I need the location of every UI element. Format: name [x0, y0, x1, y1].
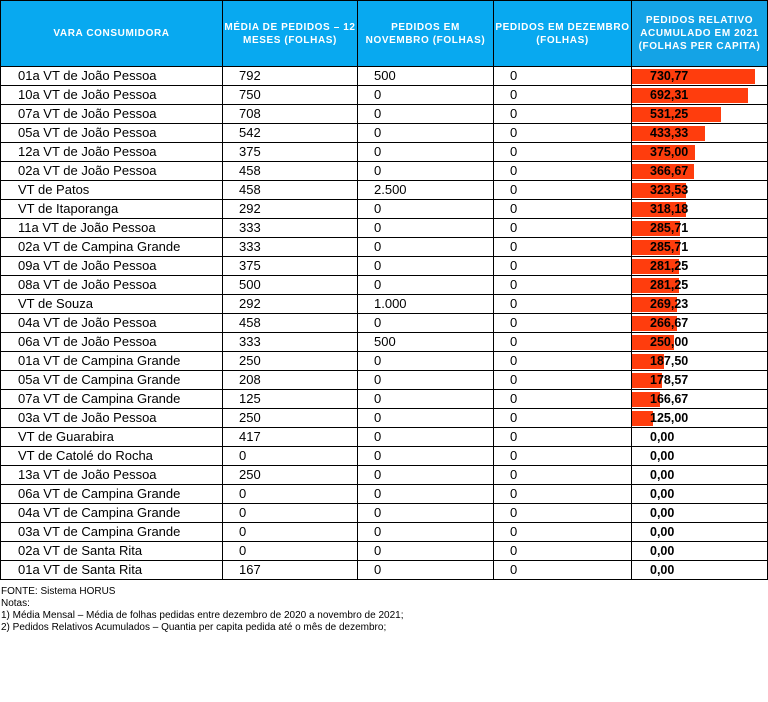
table-row — [1, 314, 768, 333]
cell-novembro: 0 — [358, 257, 494, 276]
cell-relativo — [632, 447, 768, 466]
cell-relativo — [632, 314, 768, 333]
cell-dezembro: 0 — [494, 219, 632, 238]
table-row — [1, 447, 768, 466]
table-row — [1, 371, 768, 390]
cell-media: 792 — [223, 67, 358, 86]
cell-media: 750 — [223, 86, 358, 105]
source-note: FONTE: Sistema HORUS — [1, 586, 116, 597]
cell-novembro: 0 — [358, 276, 494, 295]
cell-media: 458 — [223, 162, 358, 181]
cell-relativo — [632, 257, 768, 276]
note-1: 1) Média Mensal – Média de folhas pedidas entre dezembro de 2020 a novembro de 2021; — [1, 610, 404, 621]
relativo-value: 0,00 — [650, 430, 675, 444]
cell-dezembro: 0 — [494, 561, 632, 580]
table-row — [1, 86, 768, 105]
cell-vara: VT de Itaporanga — [1, 200, 223, 219]
header-relativo: PEDIDOS RELATIVO ACUMULADO EM 2021 (FOLHAS PER CAPITA) — [632, 1, 768, 67]
footer-notes — [1, 586, 403, 634]
cell-vara: 01a VT de Campina Grande — [1, 352, 223, 371]
table-row — [1, 143, 768, 162]
cell-dezembro: 0 — [494, 238, 632, 257]
cell-relativo — [632, 523, 768, 542]
cell-vara: 03a VT de João Pessoa — [1, 409, 223, 428]
table-row — [1, 542, 768, 561]
cell-dezembro: 0 — [494, 523, 632, 542]
relativo-value: 285,71 — [650, 221, 689, 235]
cell-media: 542 — [223, 124, 358, 143]
relativo-value: 730,77 — [650, 69, 689, 83]
cell-media: 0 — [223, 523, 358, 542]
cell-novembro: 0 — [358, 143, 494, 162]
cell-dezembro: 0 — [494, 352, 632, 371]
cell-media: 500 — [223, 276, 358, 295]
table-body — [1, 67, 768, 580]
cell-vara: 06a VT de Campina Grande — [1, 485, 223, 504]
cell-relativo — [632, 561, 768, 580]
cell-relativo — [632, 143, 768, 162]
cell-dezembro: 0 — [494, 466, 632, 485]
table-row — [1, 466, 768, 485]
cell-novembro: 0 — [358, 523, 494, 542]
header-media: MÉDIA DE PEDIDOS – 12 MESES (FOLHAS) — [223, 1, 358, 67]
cell-vara: 01a VT de Santa Rita — [1, 561, 223, 580]
cell-vara: 11a VT de João Pessoa — [1, 219, 223, 238]
relativo-value: 0,00 — [650, 487, 675, 501]
table-row — [1, 390, 768, 409]
cell-media: 208 — [223, 371, 358, 390]
cell-dezembro: 0 — [494, 314, 632, 333]
cell-relativo — [632, 181, 768, 200]
cell-relativo — [632, 409, 768, 428]
cell-media: 458 — [223, 314, 358, 333]
cell-dezembro: 0 — [494, 409, 632, 428]
cell-relativo — [632, 219, 768, 238]
header-novembro: PEDIDOS EM NOVEMBRO (FOLHAS) — [358, 1, 494, 67]
relativo-value: 0,00 — [650, 544, 675, 558]
cell-vara: 06a VT de João Pessoa — [1, 333, 223, 352]
cell-dezembro: 0 — [494, 124, 632, 143]
cell-novembro: 0 — [358, 409, 494, 428]
cell-media: 458 — [223, 181, 358, 200]
table-row — [1, 181, 768, 200]
cell-novembro: 0 — [358, 428, 494, 447]
table-row — [1, 523, 768, 542]
table-row — [1, 257, 768, 276]
cell-dezembro: 0 — [494, 485, 632, 504]
cell-novembro: 0 — [358, 504, 494, 523]
cell-novembro: 0 — [358, 485, 494, 504]
table-row — [1, 162, 768, 181]
cell-novembro: 0 — [358, 561, 494, 580]
cell-vara: 10a VT de João Pessoa — [1, 86, 223, 105]
cell-vara: 01a VT de João Pessoa — [1, 67, 223, 86]
relativo-value: 375,00 — [650, 145, 689, 159]
cell-vara: VT de Patos — [1, 181, 223, 200]
table-row — [1, 561, 768, 580]
table-row — [1, 124, 768, 143]
cell-novembro: 0 — [358, 390, 494, 409]
cell-novembro: 500 — [358, 67, 494, 86]
cell-relativo — [632, 124, 768, 143]
cell-vara: 13a VT de João Pessoa — [1, 466, 223, 485]
relativo-value: 125,00 — [650, 411, 689, 425]
cell-media: 333 — [223, 238, 358, 257]
relativo-value: 250,00 — [650, 335, 689, 349]
cell-relativo — [632, 162, 768, 181]
cell-media: 0 — [223, 485, 358, 504]
relativo-value: 281,25 — [650, 259, 689, 273]
cell-media: 375 — [223, 257, 358, 276]
cell-media: 417 — [223, 428, 358, 447]
cell-relativo — [632, 352, 768, 371]
cell-vara: VT de Guarabira — [1, 428, 223, 447]
table-row — [1, 105, 768, 124]
table-row — [1, 276, 768, 295]
cell-media: 250 — [223, 466, 358, 485]
relativo-value: 285,71 — [650, 240, 689, 254]
cell-dezembro: 0 — [494, 162, 632, 181]
cell-novembro: 0 — [358, 86, 494, 105]
cell-dezembro: 0 — [494, 200, 632, 219]
relativo-value: 366,67 — [650, 164, 689, 178]
cell-dezembro: 0 — [494, 276, 632, 295]
cell-relativo — [632, 485, 768, 504]
cell-novembro: 0 — [358, 219, 494, 238]
cell-vara: 03a VT de Campina Grande — [1, 523, 223, 542]
relativo-value: 178,57 — [650, 373, 689, 387]
cell-relativo — [632, 86, 768, 105]
cell-vara: 02a VT de João Pessoa — [1, 162, 223, 181]
cell-relativo — [632, 504, 768, 523]
relativo-value: 0,00 — [650, 563, 675, 577]
relativo-value: 433,33 — [650, 126, 689, 140]
table-row — [1, 238, 768, 257]
cell-vara: 07a VT de Campina Grande — [1, 390, 223, 409]
cell-novembro: 0 — [358, 466, 494, 485]
cell-dezembro: 0 — [494, 428, 632, 447]
cell-novembro: 0 — [358, 352, 494, 371]
cell-novembro: 0 — [358, 124, 494, 143]
notes-title: Notas: — [1, 598, 30, 609]
cell-dezembro: 0 — [494, 181, 632, 200]
cell-dezembro: 0 — [494, 143, 632, 162]
cell-media: 333 — [223, 333, 358, 352]
cell-novembro: 0 — [358, 162, 494, 181]
cell-relativo — [632, 542, 768, 561]
relativo-value: 281,25 — [650, 278, 689, 292]
relativo-value: 0,00 — [650, 506, 675, 520]
table-row — [1, 485, 768, 504]
cell-novembro: 0 — [358, 238, 494, 257]
cell-media: 0 — [223, 542, 358, 561]
cell-media: 292 — [223, 295, 358, 314]
cell-vara: VT de Souza — [1, 295, 223, 314]
relativo-value: 323,53 — [650, 183, 689, 197]
cell-dezembro: 0 — [494, 390, 632, 409]
cell-novembro: 0 — [358, 371, 494, 390]
cell-vara: 09a VT de João Pessoa — [1, 257, 223, 276]
cell-dezembro: 0 — [494, 67, 632, 86]
cell-vara: 02a VT de Santa Rita — [1, 542, 223, 561]
table-row — [1, 428, 768, 447]
relativo-value: 269,23 — [650, 297, 689, 311]
cell-vara: 05a VT de João Pessoa — [1, 124, 223, 143]
cell-vara: VT de Catolé do Rocha — [1, 447, 223, 466]
table-row — [1, 200, 768, 219]
table-header-row — [1, 1, 768, 67]
table-row — [1, 352, 768, 371]
relativo-value: 318,18 — [650, 202, 689, 216]
relativo-value: 166,67 — [650, 392, 689, 406]
cell-novembro: 2.500 — [358, 181, 494, 200]
cell-relativo — [632, 200, 768, 219]
cell-dezembro: 0 — [494, 371, 632, 390]
note-2: 2) Pedidos Relativos Acumulados – Quantia per capita pedida até o mês de dezembro; — [1, 622, 387, 633]
cell-relativo — [632, 390, 768, 409]
cell-novembro: 500 — [358, 333, 494, 352]
relativo-value: 187,50 — [650, 354, 689, 368]
table-row — [1, 409, 768, 428]
cell-vara: 04a VT de João Pessoa — [1, 314, 223, 333]
cell-media: 375 — [223, 143, 358, 162]
table-row — [1, 219, 768, 238]
relativo-value: 0,00 — [650, 449, 675, 463]
cell-media: 125 — [223, 390, 358, 409]
relativo-value: 266,67 — [650, 316, 689, 330]
cell-relativo — [632, 371, 768, 390]
cell-dezembro: 0 — [494, 333, 632, 352]
cell-novembro: 0 — [358, 105, 494, 124]
relativo-value: 692,31 — [650, 88, 689, 102]
cell-vara: 12a VT de João Pessoa — [1, 143, 223, 162]
table-row — [1, 295, 768, 314]
table-row — [1, 333, 768, 352]
cell-dezembro: 0 — [494, 105, 632, 124]
cell-media: 0 — [223, 447, 358, 466]
cell-media: 167 — [223, 561, 358, 580]
cell-dezembro: 0 — [494, 295, 632, 314]
cell-dezembro: 0 — [494, 542, 632, 561]
cell-dezembro: 0 — [494, 504, 632, 523]
relativo-value: 531,25 — [650, 107, 689, 121]
cell-relativo — [632, 295, 768, 314]
cell-novembro: 1.000 — [358, 295, 494, 314]
table-row — [1, 67, 768, 86]
cell-relativo — [632, 466, 768, 485]
table-row — [1, 504, 768, 523]
cell-dezembro: 0 — [494, 447, 632, 466]
cell-vara: 02a VT de Campina Grande — [1, 238, 223, 257]
cell-relativo — [632, 428, 768, 447]
relativo-value: 0,00 — [650, 468, 675, 482]
relativo-value: 0,00 — [650, 525, 675, 539]
cell-vara: 08a VT de João Pessoa — [1, 276, 223, 295]
cell-media: 250 — [223, 409, 358, 428]
cell-relativo — [632, 333, 768, 352]
cell-media: 708 — [223, 105, 358, 124]
cell-dezembro: 0 — [494, 86, 632, 105]
cell-relativo — [632, 67, 768, 86]
cell-novembro: 0 — [358, 447, 494, 466]
cell-dezembro: 0 — [494, 257, 632, 276]
cell-vara: 07a VT de João Pessoa — [1, 105, 223, 124]
cell-novembro: 0 — [358, 542, 494, 561]
header-vara: VARA CONSUMIDORA — [1, 1, 223, 67]
cell-novembro: 0 — [358, 314, 494, 333]
header-dezembro: PEDIDOS EM DEZEMBRO (FOLHAS) — [494, 1, 632, 67]
cell-relativo — [632, 238, 768, 257]
cell-media: 333 — [223, 219, 358, 238]
cell-novembro: 0 — [358, 200, 494, 219]
cell-relativo — [632, 276, 768, 295]
cell-media: 250 — [223, 352, 358, 371]
cell-media: 0 — [223, 504, 358, 523]
cell-vara: 04a VT de Campina Grande — [1, 504, 223, 523]
cell-vara: 05a VT de Campina Grande — [1, 371, 223, 390]
cell-relativo — [632, 105, 768, 124]
cell-media: 292 — [223, 200, 358, 219]
